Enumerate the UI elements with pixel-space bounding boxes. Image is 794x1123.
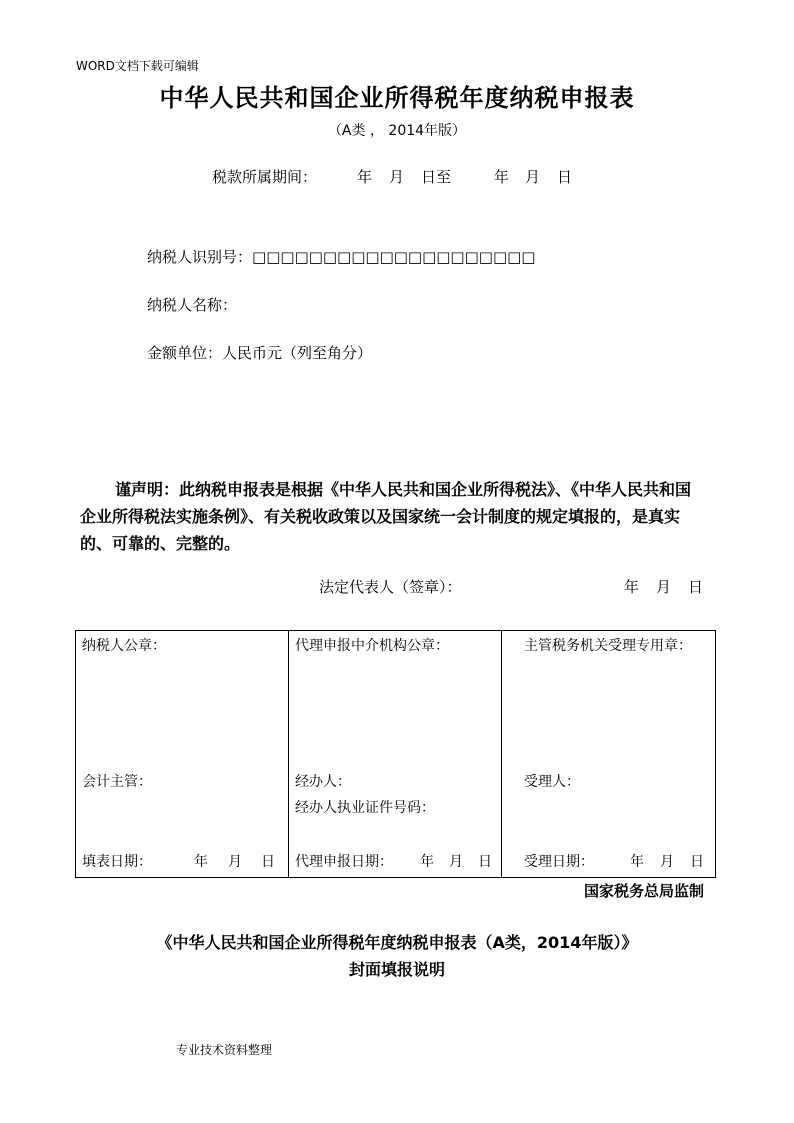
period-month-start: 月	[389, 168, 405, 186]
header-note: WORD文档下载可编辑	[76, 59, 199, 73]
page-subtitle: （A类 ， 2014年版）	[327, 123, 467, 139]
fill-date-month: 月	[228, 854, 242, 870]
tax-authority-seal-label: 主管税务机关受理专用章：	[524, 638, 692, 654]
agent-date-year: 年	[420, 854, 434, 870]
fill-date-day: 日	[261, 854, 275, 870]
taxpayer-seal-cell	[76, 631, 289, 878]
taxpayer-id-label: 纳税人识别号：	[147, 248, 253, 266]
legal-rep-day: 日	[688, 578, 704, 596]
instructions-title: 《中华人民共和国企业所得税年度纳税申报表（A类，2014年版）》	[156, 933, 638, 952]
receiver-label: 受理人：	[524, 774, 580, 790]
receive-date-label: 受理日期：	[524, 854, 594, 870]
page-title: 中华人民共和国企业所得税年度纳税申报表	[159, 84, 635, 112]
tax-authority-seal-cell	[502, 631, 716, 878]
taxpayer-name-label: 纳税人名称：	[147, 296, 238, 314]
agent-date-label: 代理申报日期：	[295, 854, 393, 870]
receive-date-month: 月	[660, 854, 674, 870]
accounting-head-label: 会计主管：	[82, 774, 152, 790]
taxpayer-id-row	[147, 246, 535, 267]
tax-period-label: 税款所属期间：	[212, 168, 318, 186]
instructions-subtitle: 封面填报说明	[348, 960, 445, 979]
period-year-start: 年	[357, 168, 373, 186]
period-month-end: 月	[525, 168, 541, 186]
agent-seal-cell	[289, 631, 502, 878]
fill-date-label: 填表日期：	[82, 854, 152, 870]
taxpayer-id-boxes: □□□□□□□□□□□□□□□□□□□□	[252, 248, 536, 266]
supervision-note: 国家税务总局监制	[583, 882, 704, 900]
taxpayer-seal-label: 纳税人公章：	[82, 638, 166, 654]
period-year-end: 年	[494, 168, 510, 186]
legal-rep-month: 月	[656, 578, 672, 596]
fill-date-year: 年	[194, 854, 208, 870]
footer-note: 专业技术资料整理	[176, 1043, 273, 1057]
legal-rep-label: 法定代表人（签章）：	[319, 578, 462, 596]
legal-rep-year: 年	[624, 578, 640, 596]
amount-unit-label: 金额单位：人民币元（列至角分）	[147, 344, 373, 362]
agent-date-day: 日	[478, 854, 492, 870]
period-day-end: 日	[557, 168, 573, 186]
agent-date-month: 月	[449, 854, 463, 870]
declaration-text: 谨声明：此纳税申报表是根据《中华人民共和国企业所得税法》、《中华人民共和国企业所得税法实施条例》、有关税收政策以及国家统一会计制度的规定填报的，是真实的、可靠的、完整的。	[80, 480, 692, 553]
receive-date-day: 日	[690, 854, 704, 870]
signature-table	[75, 630, 716, 878]
receive-date-year: 年	[630, 854, 644, 870]
handler-label: 经办人：	[295, 774, 351, 790]
agent-seal-label: 代理申报中介机构公章：	[295, 638, 449, 654]
period-day-start: 日至	[421, 168, 452, 186]
handler-cert-label: 经办人执业证件号码：	[295, 800, 435, 816]
